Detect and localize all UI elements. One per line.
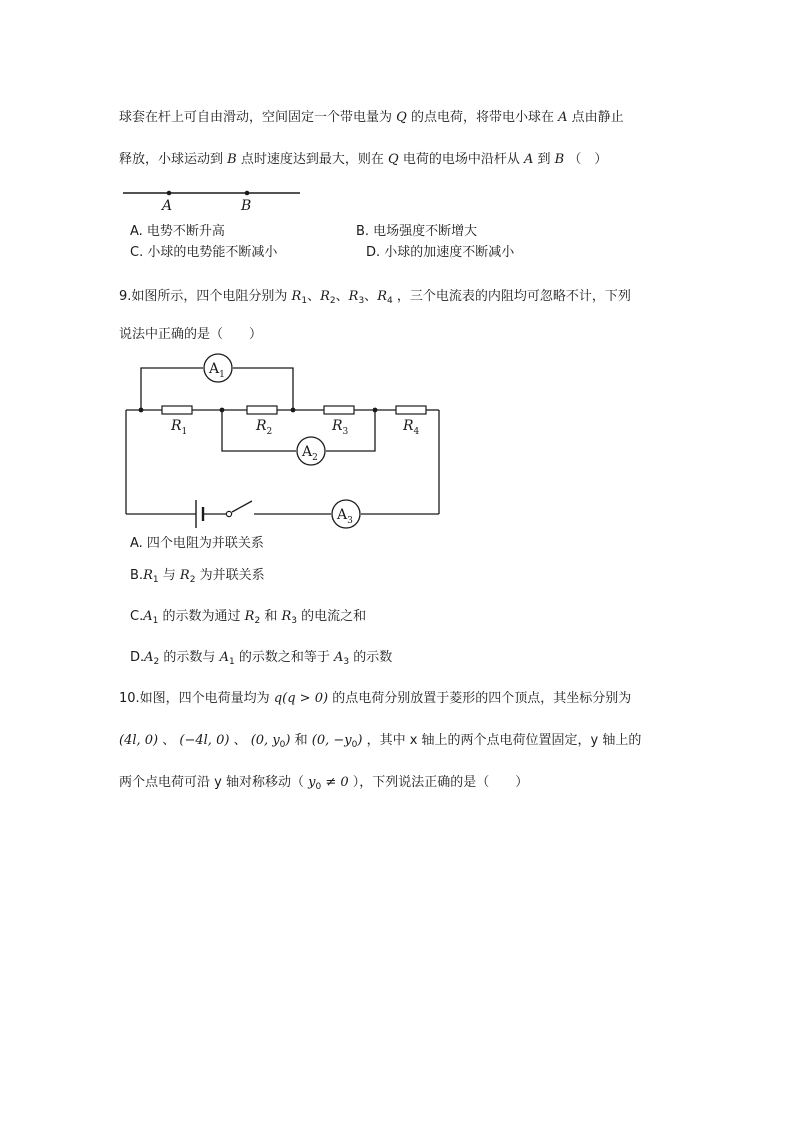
ammeter-A2-label: $A_2$: [302, 444, 318, 463]
q8-stem-line-2: 释放，小球运动到 B 点时速度达到最大，则在 Q 电荷的电场中沿杆从 A 到 B （ ）: [119, 152, 608, 167]
resistor-R1-label: $R_1$: [171, 418, 188, 437]
math-Q: Q: [396, 110, 407, 125]
resistor-R3-label: $R_3$: [332, 418, 349, 437]
q8-option-c: C. 小球的电势能不断减小: [130, 245, 278, 260]
resistor-R2-label: $R_2$: [256, 418, 273, 437]
junction-dot: [139, 408, 144, 413]
q10-stem-line-1: 10.如图，四个电荷量均为 q(q > 0) 的点电荷分别放置于菱形的四个顶点，其坐标分别为: [119, 691, 632, 706]
q8-option-d: D. 小球的加速度不断减小: [366, 245, 515, 260]
junction-dot: [220, 408, 225, 413]
q9-option-b: $B.R_1$ 与 $R_2$ 为并联关系: [130, 568, 265, 585]
resistor-R1: [162, 406, 192, 414]
q10-stem-line-3: 两个点电荷可沿 y 轴对称移动（ $y_0 \ne 0$ ），下列说法正确的是（ ）: [119, 775, 529, 792]
q10-stem-line-2: (4l, 0) 、 (−4l, 0) 、 (0, $y_0$) 和 (0, $-y_0$) ，其中 x 轴上的两个点电荷位置固定，y 轴上的: [119, 733, 642, 750]
circuit-diagram: [0, 0, 794, 540]
q8-option-b: B. 电场强度不断增大: [356, 224, 478, 239]
q9-option-c: $C.A_1$ 的示数为通过 $R_2$ 和 $R_3$ 的电流之和: [130, 609, 367, 626]
junction-dot: [291, 408, 296, 413]
q9-option-a: A. 四个电阻为并联关系: [130, 536, 264, 551]
q8-stem-line-1: 球套在杆上可自由滑动，空间固定一个带电量为 Q 的点电荷，将带电小球在 A 点由静止: [119, 110, 624, 125]
ammeter-A1-label: $A_1$: [209, 361, 225, 380]
q9-stem-line-2: 说法中正确的是（ ）: [119, 327, 263, 342]
q8-option-a: A. 电势不断升高: [130, 224, 225, 239]
resistor-R4-label: $R_4$: [403, 418, 420, 437]
resistor-R4: [396, 406, 426, 414]
label-B: B: [241, 198, 252, 214]
junction-dot: [373, 408, 378, 413]
q9-option-d: $D.A_2$ 的示数与 $A_1$ 的示数之和等于 $A_3$ 的示数: [130, 650, 393, 667]
ammeter-A3-label: $A_3$: [337, 507, 353, 526]
resistor-R3: [324, 406, 354, 414]
label-A: A: [162, 198, 173, 214]
math-A: A: [558, 110, 568, 125]
resistor-R2: [247, 406, 277, 414]
switch-pivot: [226, 511, 231, 516]
q9-stem-line-1: 9.如图所示，四个电阻分别为 $R_1$、$R_2$、$R_3$、$R_4$ ，三个电流表的内阻均可忽略不计，下列: [119, 289, 631, 306]
